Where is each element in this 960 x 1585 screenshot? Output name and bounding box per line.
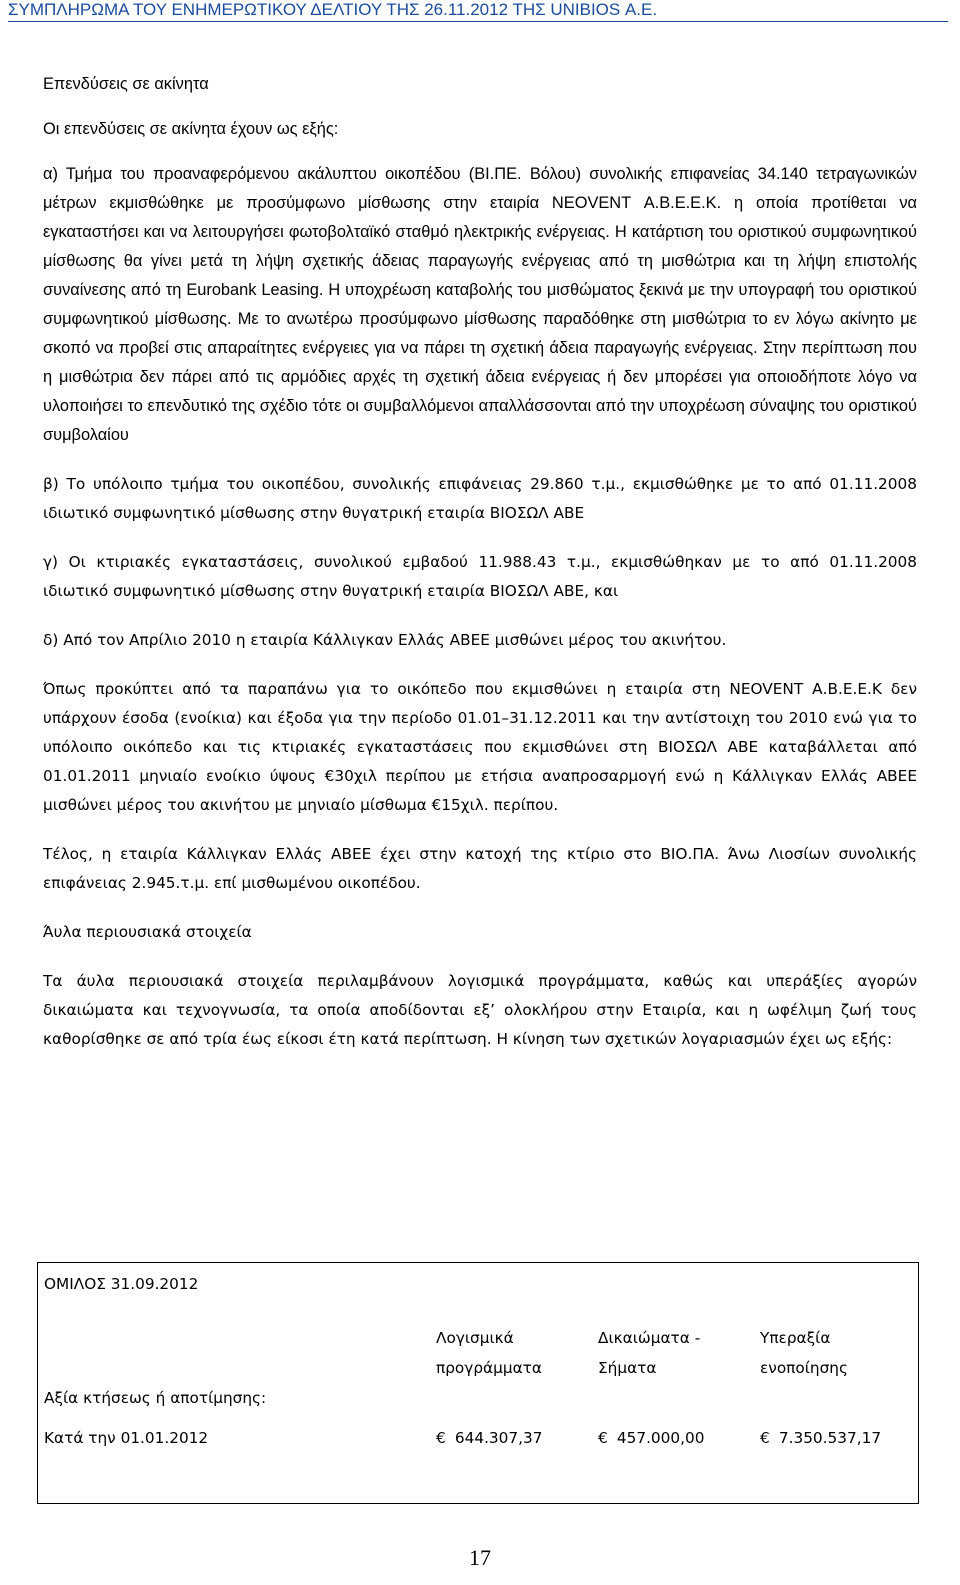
header-rights: Δικαιώματα - Σήματα bbox=[598, 1329, 701, 1377]
intangibles-table bbox=[37, 1262, 919, 1504]
document-body bbox=[43, 70, 917, 1054]
header-rule bbox=[8, 21, 948, 22]
paragraph-a: α) Τμήμα του προαναφερόμενου ακάλυπτου οικοπέδου (ΒΙ.ΠΕ. Βόλου) συνολικής επιφανείας 34.140 τετραγωνικών μέτρων εκμισθώθηκε με προσύμφωνο μίσθωσης στην εταιρία NEOVENT Α.Β.Ε.Ε.Κ. η οποία προτίθεται να εγκαταστήσει και να λειτουργήσει φωτοβολταϊκό σταθμό ηλεκτρικής ενέργειας. Η κατάρτιση του οριστικού συμφωνητικού μίσθωσης θα γίνει μετά τη λήψη σχετικής άδειας παραγωγής ενέργειας από τη μισθώτρια και τη λήψη επιστολής συναίνεσης από τη Eurobank Leasing. Η υποχρέωση καταβολής του μισθώματος ξεκινά με την υπογραφή του οριστικού συμφωνητικού μίσθωσης. Με το ανωτέρω προσύμφωνο μίσθωσης παραδόθηκε στη μισθώτρια το εν λόγω ακίνητο με σκοπό να προβεί στις απαραίτητες ενέργειες για να πάρει τη σχετική άδεια παραγωγής ενέργειας. Στην περίπτωση που η μισθώτρια δεν πάρει από τις αρμόδιες αρχές τη σχετική άδεια ενέργειας ή δεν μπορέσει για οποιοδήποτε λόγο να υλοποιήσει το επενδυτικό της σχέδιο τότε οι συμβαλλόμενοι απαλλάσσονται από την υποχρέωση σύναψης του οριστικού συμβολαίου bbox=[43, 165, 917, 444]
header-goodwill: Υπεραξία ενοποίησης bbox=[760, 1329, 848, 1377]
section-title-real-estate: Επενδύσεις σε ακίνητα bbox=[43, 75, 209, 93]
value-software: € 644.307,37 bbox=[436, 1429, 543, 1447]
paragraph-c: γ) Οι κτιριακές εγκαταστάσεις, συνολικού εμβαδού 11.988.43 τ.μ., εκμισθώθηκαν με το από 01.11.2008 ιδιωτικό συμφωνητικό μίσθωσης στην θυγατρική εταιρία ΒΙΟΣΩΛ ΑΒΕ, και bbox=[43, 553, 917, 600]
paragraph-finally: Τέλος, η εταιρία Κάλλιγκαν Ελλάς ΑΒΕΕ έχει στην κατοχή της κτίριο στο ΒΙΟ.ΠΑ. Άνω Λιοσίων συνολικής επιφάνειας 2.945.τ.μ. επί μισθωμένου οικοπέδου. bbox=[43, 845, 917, 892]
header-software: Λογισμικά προγράμματα bbox=[436, 1329, 542, 1377]
paragraph-b: β) Το υπόλοιπο τμήμα του οικοπέδου, συνολικής επιφάνειας 29.860 τ.μ., εκμισθώθηκε με το από 01.11.2008 ιδιωτικό συμφωνητικό μίσθωσης στην θυγατρική εταιρία ΒΙΟΣΩΛ ΑΒΕ bbox=[43, 475, 917, 522]
value-rights: € 457.000,00 bbox=[598, 1429, 705, 1447]
row-label-acquisition: Αξία κτήσεως ή αποτίμησης: bbox=[44, 1389, 267, 1407]
paragraph-intangibles: Τα άυλα περιουσιακά στοιχεία περιλαμβάνουν λογισμικά προγράμματα, καθώς και υπεράξίες αγορών δικαιώματα και τεχνογνωσία, τα οποία αποδίδονται εξ’ ολοκλήρου στην Εταιρία, και η ωφέλιμη ζωή τους καθορίσθηκε σε από τρία έως είκοσι έτη κατά περίπτωση. Η κίνηση των σχετικών λογαριασμών έχει ως εξής: bbox=[43, 972, 917, 1048]
section-title-intangibles: Άυλα περιουσιακά στοιχεία bbox=[43, 923, 252, 941]
paragraph-d: δ) Από τον Απρίλιο 2010 η εταιρία Κάλλιγκαν Ελλάς ΑΒΕΕ μισθώνει μέρος του ακινήτου. bbox=[43, 631, 727, 649]
page-number: 17 bbox=[469, 1545, 491, 1570]
document-header: ΣΥΜΠΛΗΡΩΜΑ ΤΟΥ ΕΝΗΜΕΡΩΤΙΚΟΥ ΔΕΛΤΙΟΥ ΤΗΣ 26.11.2012 ΤΗΣ UNIBIOS Α.Ε. bbox=[8, 0, 658, 19]
intro-paragraph: Οι επενδύσεις σε ακίνητα έχουν ως εξής: bbox=[43, 120, 339, 138]
row-label-date: Κατά την 01.01.2012 bbox=[44, 1429, 209, 1447]
table-title: ΟΜΙΛΟΣ 31.09.2012 bbox=[44, 1275, 199, 1293]
paragraph-income: Όπως προκύπτει από τα παραπάνω για το οικόπεδο που εκμισθώνει η εταιρία στη NEOVENT Α.Β.Ε.Ε.Κ δεν υπάρχουν έσοδα (ενοίκια) και έξοδα για την περίοδο 01.01–31.12.2011 και την αντίστοιχη του 2010 ενώ για το υπόλοιπο οικόπεδο και τις κτιριακές εγκαταστάσεις που εκμισθώνει στη ΒΙΟΣΩΛ ΑΒΕ καταβάλλεται από 01.01.2011 μηνιαίο ενοίκιο ύψους €30χιλ περίπου με ετήσια αναπροσαρμογή ενώ η Κάλλιγκαν Ελλάς ΑΒΕΕ μισθώνει μέρος του ακινήτου με μηνιαίο μίσθωμα €15χιλ. περίπου. bbox=[43, 680, 917, 814]
value-goodwill: € 7.350.537,17 bbox=[760, 1429, 882, 1447]
